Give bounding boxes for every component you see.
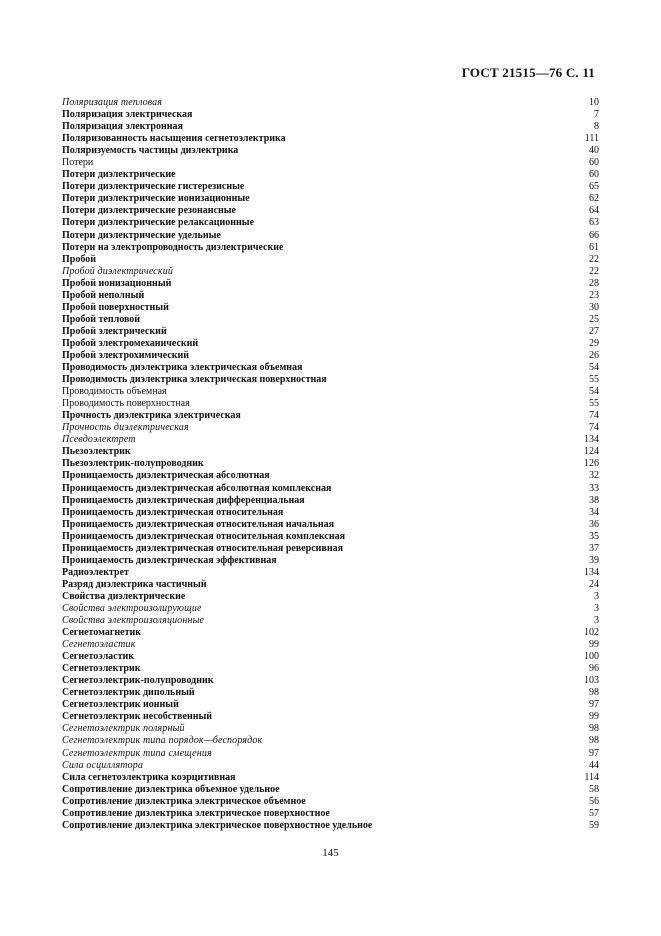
index-entry	[62, 772, 599, 784]
index-page-ref: 65	[589, 181, 599, 193]
index-page-ref: 29	[589, 337, 599, 349]
index-term: Сила сегнетоэлектрика коэрцитивная	[62, 771, 236, 783]
index-entry	[62, 362, 599, 374]
index-page-ref: 74	[589, 422, 599, 434]
index-page-ref: 54	[589, 362, 599, 374]
index-entry	[62, 483, 599, 495]
index-entry	[62, 181, 599, 193]
page-number: 145	[322, 847, 339, 859]
index-page-ref: 3	[594, 615, 599, 627]
index-entry	[62, 748, 599, 760]
index-entry	[62, 121, 599, 133]
index-list	[62, 97, 599, 832]
index-term: Прочность диэлектрика электрическая	[62, 410, 241, 422]
index-entry	[62, 290, 599, 302]
index-term: Пробой диэлектрический	[62, 265, 174, 277]
index-term: Разряд диэлектрика частичный	[62, 578, 207, 590]
index-entry	[62, 639, 599, 651]
index-entry	[62, 808, 599, 820]
index-term: Сегнетоэлектрик	[62, 663, 141, 675]
index-entry	[62, 591, 599, 603]
index-entry	[62, 205, 599, 217]
index-entry	[62, 567, 599, 579]
index-page-ref: 134	[584, 566, 599, 578]
index-page-ref: 114	[584, 771, 599, 783]
index-term: Сегнетоэластик	[62, 651, 135, 663]
index-term: Пробой тепловой	[62, 313, 141, 325]
index-term: Потери диэлектрические гистерезисные	[62, 181, 245, 193]
index-term: Сегнетоэлектрик типа смещения	[62, 747, 212, 759]
index-page-ref: 99	[589, 711, 599, 723]
index-entry	[62, 519, 599, 531]
index-entry	[62, 326, 599, 338]
index-page-ref: 98	[589, 723, 599, 735]
index-entry	[62, 217, 599, 229]
index-term: Проницаемость диэлектрическая относительная комплексная	[62, 530, 346, 542]
index-entry	[62, 723, 599, 735]
index-term: Проницаемость диэлектрическая эффективная	[62, 554, 277, 566]
index-entry	[62, 495, 599, 507]
index-term: Прочность диэлектрическая	[62, 422, 189, 434]
index-entry	[62, 627, 599, 639]
index-term: Сопротивление диэлектрика электрическое поверхностное удельное	[62, 819, 373, 831]
index-term: Поляризуемость частицы диэлектрика	[62, 145, 239, 157]
index-page-ref: 27	[589, 325, 599, 337]
index-page-ref: 40	[589, 145, 599, 157]
index-term: Сегнетоэлектрик несобственный	[62, 711, 213, 723]
index-entry	[62, 350, 599, 362]
index-entry	[62, 651, 599, 663]
index-term: Потери на электропроводность диэлектрические	[62, 241, 284, 253]
index-term: Проводимость диэлектрика электрическая поверхностная	[62, 374, 327, 386]
index-entry	[62, 699, 599, 711]
index-entry	[62, 531, 599, 543]
index-term: Проводимость поверхностная	[62, 398, 190, 410]
index-entry	[62, 760, 599, 772]
index-term: Поляризация электронная	[62, 121, 183, 133]
index-term: Проницаемость диэлектрическая абсолютная комплексная	[62, 482, 332, 494]
index-page-ref: 102	[584, 627, 599, 639]
index-term: Проницаемость диэлектрическая относительная начальная	[62, 518, 334, 530]
index-page-ref: 25	[589, 313, 599, 325]
index-entry	[62, 615, 599, 627]
index-entry	[62, 711, 599, 723]
index-page-ref: 62	[589, 193, 599, 205]
index-page-ref: 44	[589, 759, 599, 771]
index-entry	[62, 735, 599, 747]
index-page-ref: 134	[584, 434, 599, 446]
index-term: Проницаемость диэлектрическая дифференциальная	[62, 494, 305, 506]
index-entry	[62, 410, 599, 422]
index-entry	[62, 579, 599, 591]
index-term: Потери диэлектрические ионизационные	[62, 193, 250, 205]
index-entry	[62, 338, 599, 350]
index-entry	[62, 254, 599, 266]
index-term: Радиоэлектрет	[62, 566, 129, 578]
index-entry	[62, 687, 599, 699]
index-page-ref: 3	[594, 590, 599, 602]
index-term: Потери диэлектрические релаксационные	[62, 217, 255, 229]
index-page-ref: 66	[589, 229, 599, 241]
index-term: Свойства диэлектрические	[62, 590, 186, 602]
index-page-ref: 22	[589, 265, 599, 277]
index-page-ref: 22	[589, 253, 599, 265]
index-term: Сила осциллятора	[62, 759, 144, 771]
index-page-ref: 54	[589, 386, 599, 398]
index-term: Пробой поверхностный	[62, 301, 169, 313]
index-page-ref: 74	[589, 410, 599, 422]
index-term: Сегнетоэлектрик-полупроводник	[62, 675, 214, 687]
index-entry	[62, 314, 599, 326]
index-entry	[62, 278, 599, 290]
index-entry	[62, 386, 599, 398]
index-page-ref: 10	[589, 97, 599, 108]
index-page-ref: 58	[589, 783, 599, 795]
index-page-ref: 57	[589, 807, 599, 819]
index-term: Пьезоэлектрик	[62, 446, 131, 458]
index-entry	[62, 374, 599, 386]
index-page-ref: 55	[589, 374, 599, 386]
index-entry	[62, 675, 599, 687]
index-page-ref: 38	[589, 494, 599, 506]
index-term: Сегнетомагнетик	[62, 627, 142, 639]
index-term: Пьезоэлектрик-полупроводник	[62, 458, 204, 470]
index-page-ref: 7	[594, 109, 599, 121]
index-entry	[62, 266, 599, 278]
index-entry	[62, 603, 599, 615]
index-term: Пробой электромеханический	[62, 337, 199, 349]
index-page-ref: 99	[589, 639, 599, 651]
index-entry	[62, 302, 599, 314]
index-entry	[62, 157, 599, 169]
index-page-ref: 61	[589, 241, 599, 253]
document-header: ГОСТ 21515—76 С. 11	[461, 65, 595, 80]
index-page-ref: 96	[589, 663, 599, 675]
index-page-ref: 55	[589, 398, 599, 410]
index-entry	[62, 507, 599, 519]
index-term: Потери диэлектрические	[62, 169, 176, 181]
index-term: Проницаемость диэлектрическая абсолютная	[62, 470, 270, 482]
index-page-ref: 63	[589, 217, 599, 229]
index-page-ref: 26	[589, 349, 599, 361]
index-entry	[62, 230, 599, 242]
index-page-ref: 33	[589, 482, 599, 494]
index-page-ref: 60	[589, 157, 599, 169]
index-page-ref: 39	[589, 554, 599, 566]
index-page-ref: 3	[594, 602, 599, 614]
index-page-ref: 30	[589, 301, 599, 313]
index-term: Пробой электрохимический	[62, 349, 190, 361]
index-term: Поляризованность насыщения сегнетоэлектрика	[62, 133, 286, 145]
index-term: Псевдоэлектрет	[62, 434, 136, 446]
index-page-ref: 97	[589, 747, 599, 759]
index-term: Пробой неполный	[62, 289, 145, 301]
index-entry	[62, 242, 599, 254]
index-page-ref: 111	[584, 133, 599, 145]
index-entry	[62, 543, 599, 555]
index-term: Сопротивление диэлектрика электрическое поверхностное	[62, 807, 330, 819]
index-term: Потери	[62, 157, 94, 169]
index-page-ref: 37	[589, 542, 599, 554]
index-page-ref: 103	[584, 675, 599, 687]
index-term: Пробой ионизационный	[62, 277, 172, 289]
index-page-ref: 32	[589, 470, 599, 482]
index-term: Проницаемость диэлектрическая относительная	[62, 506, 284, 518]
index-entry	[62, 820, 599, 832]
index-page-ref: 98	[589, 687, 599, 699]
index-term: Сегнетоэлектрик полярный	[62, 723, 185, 735]
index-term: Сопротивление диэлектрика электрическое объемное	[62, 795, 306, 807]
index-entry	[62, 398, 599, 410]
index-entry	[62, 796, 599, 808]
index-entry	[62, 97, 599, 109]
index-term: Потери диэлектрические удельные	[62, 229, 221, 241]
index-term: Сопротивление диэлектрика объемное удельное	[62, 783, 280, 795]
index-term: Свойства электроизоляционные	[62, 615, 205, 627]
index-term: Проводимость диэлектрика электрическая объемная	[62, 362, 303, 374]
index-page-ref: 34	[589, 506, 599, 518]
index-term: Пробой	[62, 253, 96, 265]
index-entry	[62, 663, 599, 675]
index-page-ref: 126	[584, 458, 599, 470]
index-term: Свойства электроизолирующие	[62, 602, 202, 614]
index-term: Проницаемость диэлектрическая относительная реверсивная	[62, 542, 344, 554]
index-page-ref: 28	[589, 277, 599, 289]
index-entry	[62, 193, 599, 205]
index-page-ref: 59	[589, 819, 599, 831]
index-entry	[62, 470, 599, 482]
index-page-ref: 23	[589, 289, 599, 301]
index-page-ref: 8	[594, 121, 599, 133]
index-term: Сегнетоэластик	[62, 639, 136, 651]
index-entry	[62, 458, 599, 470]
index-term: Поляризация электрическая	[62, 109, 193, 121]
index-entry	[62, 555, 599, 567]
index-entry	[62, 434, 599, 446]
index-entry	[62, 145, 599, 157]
index-term: Сегнетоэлектрик дипольный	[62, 687, 195, 699]
index-page-ref: 97	[589, 699, 599, 711]
index-term: Сегнетоэлектрик ионный	[62, 699, 179, 711]
index-page-ref: 36	[589, 518, 599, 530]
index-entry	[62, 169, 599, 181]
index-entry	[62, 133, 599, 145]
index-term: Поляризация тепловая	[62, 97, 163, 108]
index-page-ref: 60	[589, 169, 599, 181]
index-term: Проводимость объемная	[62, 386, 167, 398]
index-page-ref: 124	[584, 446, 599, 458]
index-term: Потери диэлектрические резонансные	[62, 205, 236, 217]
index-page-ref: 56	[589, 795, 599, 807]
index-page-ref: 64	[589, 205, 599, 217]
index-page-ref: 24	[589, 578, 599, 590]
index-term: Пробой электрический	[62, 325, 167, 337]
index-entry	[62, 446, 599, 458]
index-page-ref: 35	[589, 530, 599, 542]
index-page-ref: 100	[584, 651, 599, 663]
index-entry	[62, 422, 599, 434]
index-entry	[62, 784, 599, 796]
index-term: Сегнетоэлектрик типа порядок—беспорядок	[62, 735, 263, 747]
index-entry	[62, 109, 599, 121]
index-page-ref: 98	[589, 735, 599, 747]
